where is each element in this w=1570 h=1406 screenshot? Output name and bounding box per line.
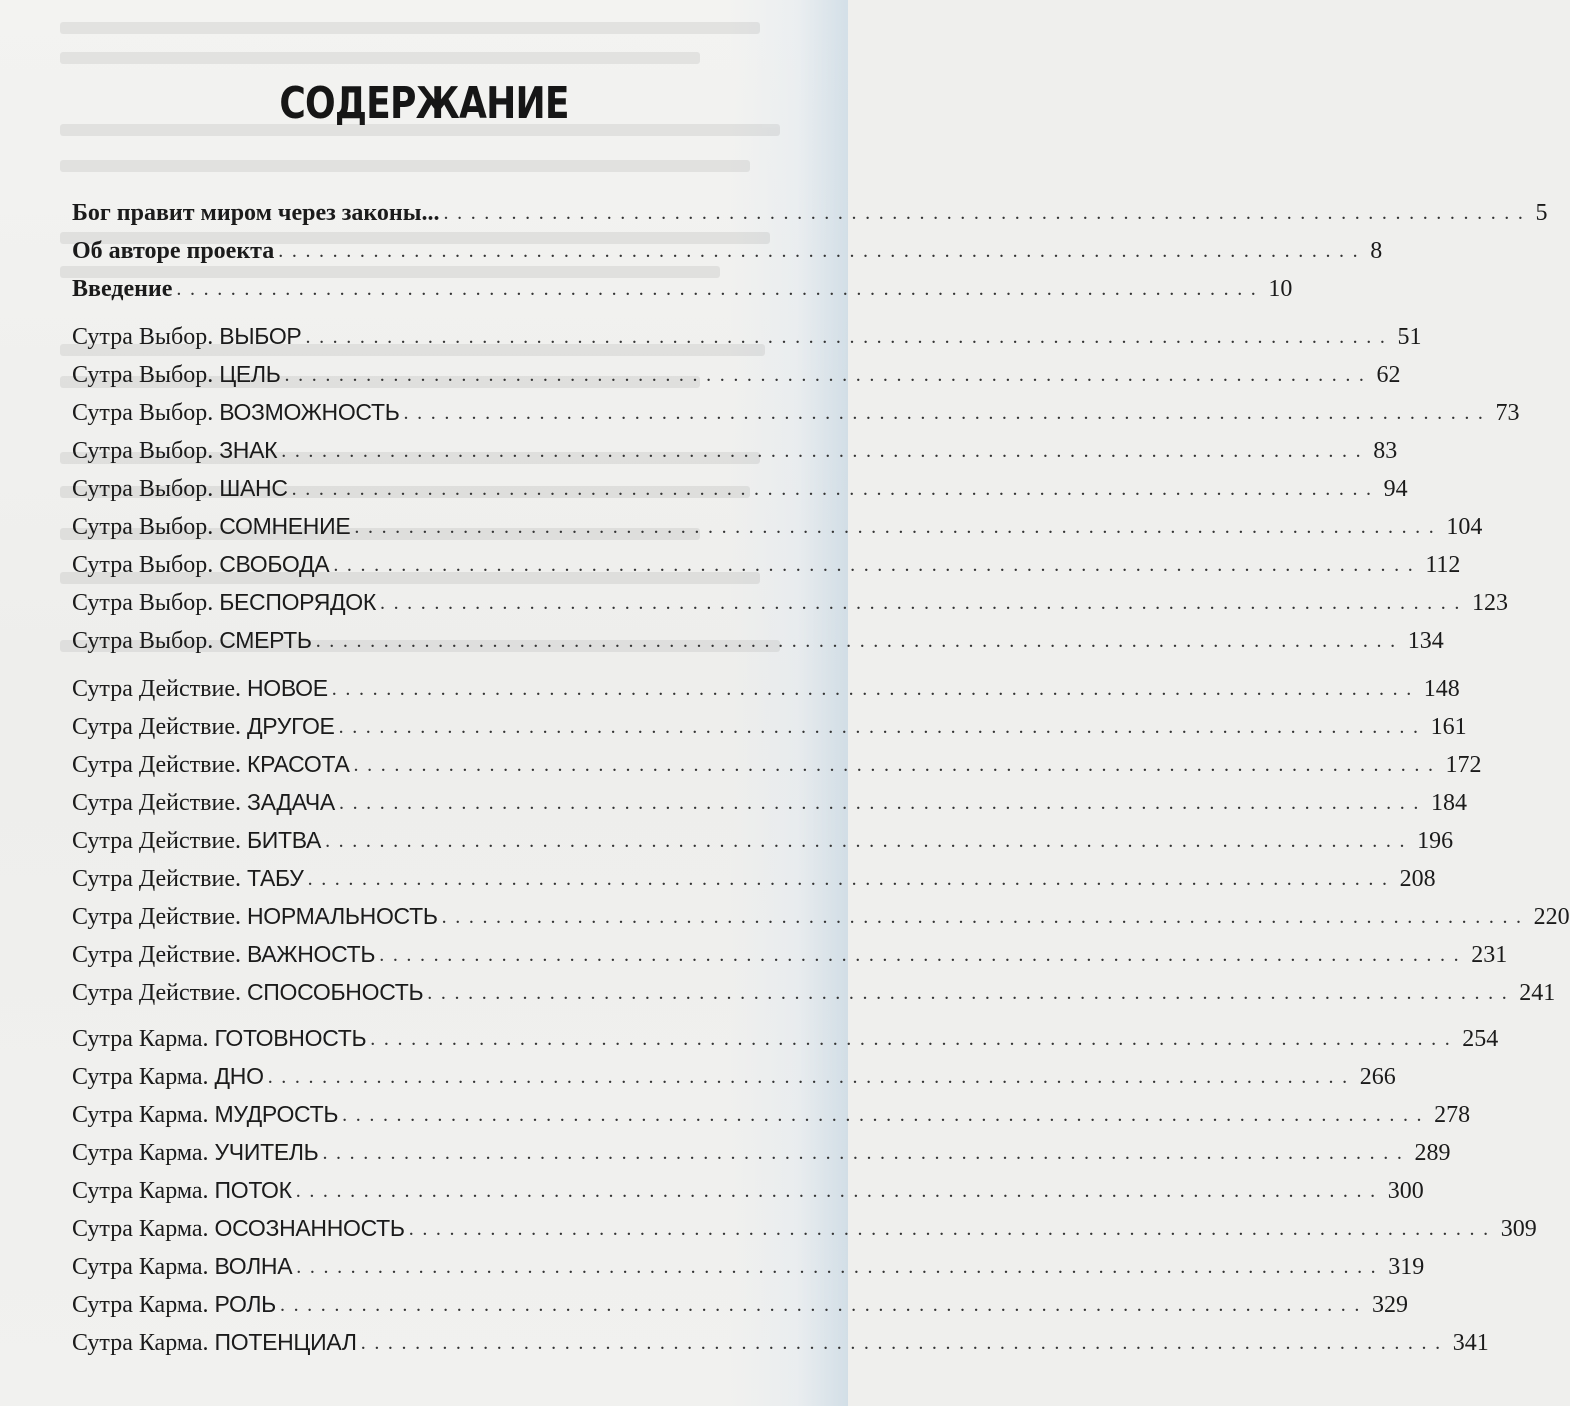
toc-entry[interactable] [72, 1016, 1499, 1054]
toc-entry-section: Сутра Карма. [72, 1216, 215, 1242]
dot-leader: ................................................................................ [278, 240, 1367, 262]
toc-entry[interactable] [72, 314, 1422, 352]
dot-leader: ................................................................................ [307, 868, 1396, 890]
dot-leader: ................................................................................ [331, 678, 1420, 700]
toc-entry-title [72, 198, 440, 228]
toc-entry[interactable] [72, 1092, 1471, 1130]
toc-entry-section: Сутра Выбор. [72, 400, 220, 426]
dot-leader: ................................................................................ [379, 944, 1468, 966]
toc-entry[interactable] [72, 390, 1520, 428]
dot-leader: ................................................................................ [360, 1332, 1449, 1354]
toc-entry-title [72, 787, 335, 818]
dot-leader: ................................................................................ [427, 982, 1516, 1004]
toc-entry-section: Сутра Карма. [72, 1102, 215, 1128]
dot-leader: ................................................................................ [315, 630, 1404, 652]
toc-entry-name: ЦЕЛЬ [219, 361, 281, 387]
dot-leader: ................................................................................ [305, 326, 1394, 348]
toc-entry-section: Сутра Карма. [72, 1330, 215, 1356]
toc-entry-name: БЕСПОРЯДОК [219, 589, 376, 615]
toc-entry-title [72, 901, 438, 932]
dot-leader: ................................................................................ [353, 754, 1442, 776]
toc-entry-title [72, 939, 375, 970]
toc-entry-name: СМЕРТЬ [219, 627, 312, 653]
dot-leader: ................................................................................ [443, 202, 1532, 224]
dot-leader: ................................................................................ [284, 364, 1373, 386]
toc-entry-section: Сутра Карма. [72, 1178, 215, 1204]
toc-entry[interactable] [72, 1282, 1408, 1320]
toc-entry-name: СПОСОБНОСТЬ [246, 979, 424, 1005]
toc-entry-section: Сутра Действие. [72, 980, 247, 1006]
toc-entry-name: ВАЖНОСТЬ [246, 941, 376, 967]
dot-leader: ................................................................................ [370, 1028, 1459, 1050]
toc-entry-page-number: 94 [1383, 476, 1408, 502]
toc-entry-title [72, 1251, 292, 1282]
toc-entry-page-number: 266 [1359, 1064, 1396, 1090]
toc-entry[interactable] [72, 1168, 1424, 1206]
dot-leader: ................................................................................ [281, 440, 1370, 462]
toc-entry-title [72, 1137, 318, 1168]
toc-entry-page-number: 5 [1535, 200, 1548, 226]
toc-entry-title [72, 1289, 276, 1320]
toc-entry-title [72, 587, 376, 618]
toc-entry-name: НОРМАЛЬНОСТЬ [246, 903, 438, 929]
toc-entry[interactable] [72, 894, 1570, 932]
dot-leader: ................................................................................ [342, 1104, 1431, 1126]
toc-entry-page-number: 134 [1407, 628, 1444, 654]
toc-entry-name: КРАСОТА [246, 751, 350, 777]
toc-entry[interactable] [72, 466, 1408, 504]
toc-entry-title [72, 825, 321, 856]
toc-entry-section: Сутра Выбор. [72, 628, 220, 654]
toc-entry[interactable] [72, 818, 1454, 856]
toc-entry-section: Сутра Действие. [72, 752, 247, 778]
toc-entry-title [72, 625, 312, 656]
toc-entry[interactable] [72, 1244, 1425, 1282]
toc-entry-section: Сутра Выбор. [72, 438, 220, 464]
toc-entry-name: Введение [72, 276, 173, 302]
toc-entry-page-number: 8 [1370, 238, 1383, 264]
toc-entry-name: СВОБОДА [219, 551, 330, 577]
toc-entry[interactable] [72, 856, 1436, 894]
toc-entry-name: ГОТОВНОСТЬ [214, 1025, 367, 1051]
toc-entry-name: ВОЗМОЖНОСТЬ [219, 399, 400, 425]
toc-entry[interactable] [72, 932, 1508, 970]
dot-leader: ................................................................................ [403, 402, 1492, 424]
toc-entry-title [72, 711, 335, 742]
toc-entry-name: ПОТЕНЦИАЛ [214, 1329, 357, 1355]
toc-entry[interactable] [72, 1054, 1396, 1092]
toc-entry-page-number: 278 [1434, 1102, 1471, 1128]
dot-leader: ................................................................................ [325, 830, 1414, 852]
toc-entry-title [72, 863, 304, 894]
toc-entry-title [72, 397, 400, 428]
toc-entry-name: УЧИТЕЛЬ [214, 1139, 319, 1165]
dot-leader: ................................................................................ [267, 1066, 1356, 1088]
toc-entry-page-number: 104 [1446, 514, 1483, 540]
toc-entry-name: ЗНАК [219, 437, 278, 463]
toc-entry-page-number: 329 [1371, 1292, 1408, 1318]
dot-leader: ................................................................................ [354, 516, 1443, 538]
toc-entry-section: Сутра Действие. [72, 790, 247, 816]
dot-leader: ................................................................................ [441, 906, 1530, 928]
toc-entry-page-number: 10 [1268, 276, 1293, 302]
toc-entry[interactable] [72, 970, 1556, 1008]
toc-entry-section: Сутра Действие. [72, 828, 247, 854]
toc-entry-name: МУДРОСТЬ [214, 1101, 339, 1127]
toc-entry-name: Об авторе проекта [72, 238, 275, 264]
toc-entry-page-number: 220 [1533, 904, 1570, 930]
toc-entry-title [72, 274, 172, 304]
toc-entry-section: Сутра Действие. [72, 904, 247, 930]
toc-entry-page-number: 161 [1430, 714, 1467, 740]
toc-entry-page-number: 196 [1417, 828, 1454, 854]
dot-leader: ................................................................................ [279, 1294, 1368, 1316]
dot-leader: ................................................................................ [296, 1256, 1385, 1278]
toc-entry-section: Сутра Действие. [72, 942, 247, 968]
toc-entry-section: Сутра Карма. [72, 1254, 215, 1280]
toc-entry-section: Сутра Действие. [72, 714, 247, 740]
toc-entry[interactable] [72, 1206, 1537, 1244]
dot-leader: ................................................................................ [333, 554, 1422, 576]
toc-entry[interactable] [72, 428, 1398, 466]
toc-entry-section: Сутра Карма. [72, 1292, 215, 1318]
toc-entry-name: ПОТОК [214, 1177, 292, 1203]
toc-entry-page-number: 208 [1399, 866, 1436, 892]
dot-leader: ................................................................................ [291, 478, 1380, 500]
toc-entry-name: ЗАДАЧА [246, 789, 335, 815]
toc-entry-page-number: 184 [1430, 790, 1467, 816]
toc-entry[interactable] [72, 704, 1467, 742]
toc-entry[interactable] [72, 190, 1548, 228]
toc-entry-section: Сутра Выбор. [72, 476, 220, 502]
toc-entry-page-number: 172 [1445, 752, 1482, 778]
toc-entry-title [72, 673, 328, 704]
toc-entry[interactable] [72, 266, 1293, 304]
toc-entry-title [72, 1175, 292, 1206]
toc-entry-section: Сутра Выбор. [72, 324, 220, 350]
toc-entry-title [72, 359, 281, 390]
toc-entry-title [72, 549, 329, 580]
toc-entry-title [72, 473, 288, 504]
toc-entry-section: Сутра Выбор. [72, 590, 220, 616]
toc-entry[interactable] [72, 580, 1508, 618]
toc-entry-page-number: 254 [1462, 1026, 1499, 1052]
toc-entry-name: РОЛЬ [214, 1291, 276, 1317]
toc-entry-page-number: 148 [1423, 676, 1460, 702]
toc-entry-title [72, 1099, 338, 1130]
dot-leader: ................................................................................ [338, 716, 1427, 738]
toc-entry-title [72, 977, 423, 1008]
toc-entry-page-number: 112 [1425, 552, 1461, 578]
dot-leader: ................................................................................ [408, 1218, 1497, 1240]
dot-leader: ................................................................................ [176, 278, 1265, 300]
dot-leader: ................................................................................ [338, 792, 1427, 814]
toc-entry-page-number: 62 [1376, 362, 1401, 388]
toc-entry-page-number: 319 [1388, 1254, 1425, 1280]
toc-entry-section: Сутра Карма. [72, 1140, 215, 1166]
toc-entry[interactable] [72, 1320, 1489, 1358]
toc-entry[interactable] [72, 542, 1461, 580]
toc-entry-name: БИТВА [246, 827, 322, 853]
toc-entry[interactable] [72, 666, 1460, 704]
toc-entry-section: Сутра Действие. [72, 676, 247, 702]
toc-entry-name: ТАБУ [246, 865, 304, 891]
toc-entry-section: Сутра Выбор. [72, 514, 220, 540]
toc-entry-name: ВЫБОР [219, 323, 302, 349]
dot-leader: ................................................................................ [295, 1180, 1384, 1202]
toc-entry-title [72, 1061, 264, 1092]
toc-entry-page-number: 123 [1471, 590, 1508, 616]
toc-entry[interactable] [72, 1130, 1451, 1168]
toc-entry-title [72, 749, 350, 780]
toc-entry-title [72, 435, 277, 466]
toc-entry-name: ОСОЗНАННОСТЬ [214, 1215, 405, 1241]
dot-leader: ................................................................................ [379, 592, 1468, 614]
dot-leader: ................................................................................ [322, 1142, 1411, 1164]
toc-entry-section: Сутра Выбор. [72, 552, 220, 578]
toc-entry-title [72, 1213, 405, 1244]
page-title: СОДЕРЖАНИЕ [279, 78, 569, 129]
toc-entry-name: НОВОЕ [246, 675, 328, 701]
toc-entry-section: Сутра Карма. [72, 1026, 215, 1052]
toc-entry-name: ДРУГОЕ [246, 713, 335, 739]
toc-entry-name: ДНО [214, 1063, 264, 1089]
toc-entry[interactable] [72, 228, 1383, 266]
toc-entry-name: ВОЛНА [214, 1253, 293, 1279]
toc-entry-page-number: 300 [1387, 1178, 1424, 1204]
toc-entry-title [72, 1327, 357, 1358]
toc-entry-title [72, 321, 301, 352]
toc-entry-page-number: 341 [1452, 1330, 1489, 1356]
toc-entry-section: Сутра Действие. [72, 866, 247, 892]
toc-entry-title [72, 511, 350, 542]
toc-entry-name: ШАНС [219, 475, 288, 501]
toc-entry[interactable] [72, 780, 1467, 818]
toc-entry-page-number: 309 [1500, 1216, 1537, 1242]
toc-entry[interactable] [72, 504, 1483, 542]
toc-entry-page-number: 83 [1373, 438, 1398, 464]
toc-entry-name: СОМНЕНИЕ [219, 513, 351, 539]
toc-entry-section: Сутра Карма. [72, 1064, 215, 1090]
toc-entry-name: Бог правит миром через законы... [72, 200, 440, 226]
toc-entry-page-number: 231 [1471, 942, 1508, 968]
toc-entry[interactable] [72, 742, 1482, 780]
toc-entry-page-number: 51 [1397, 324, 1422, 350]
toc-entry-page-number: 289 [1414, 1140, 1451, 1166]
toc-entry[interactable] [72, 618, 1444, 656]
toc-entry-title [72, 236, 274, 266]
toc-entry-page-number: 241 [1519, 980, 1556, 1006]
toc-entry-title [72, 1023, 366, 1054]
toc-entry-page-number: 73 [1495, 400, 1520, 426]
toc-entry[interactable] [72, 352, 1401, 390]
toc-entry-section: Сутра Выбор. [72, 362, 220, 388]
